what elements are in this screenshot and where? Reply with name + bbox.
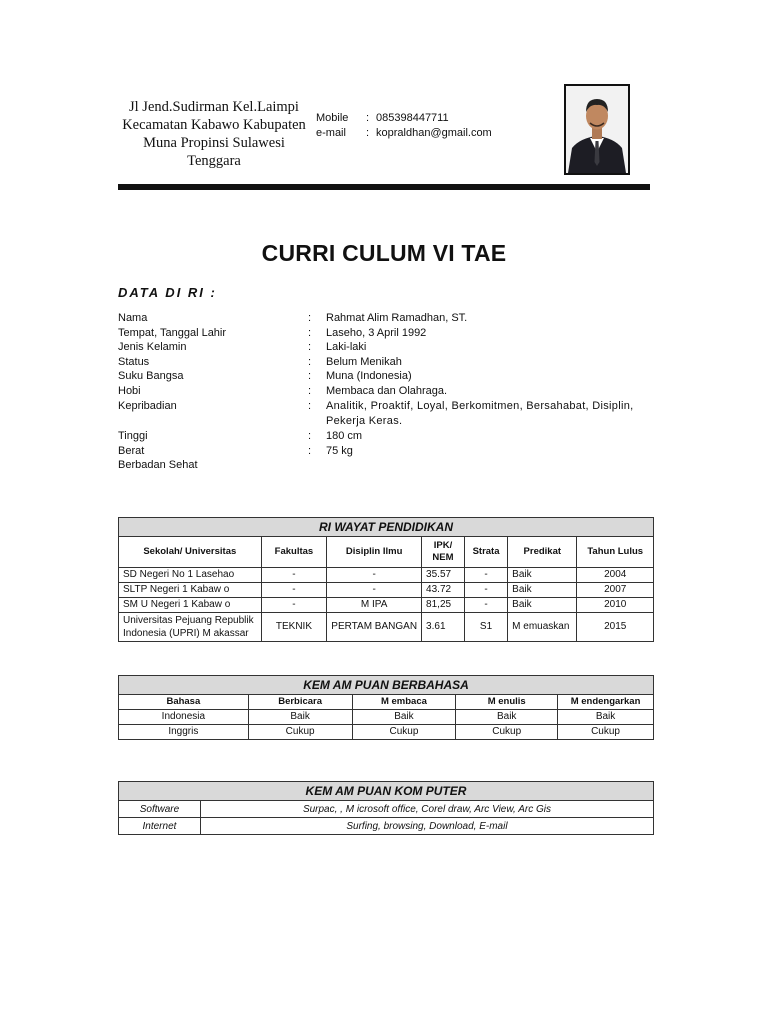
table-cell: Cukup [248,725,352,740]
personal-row [118,458,658,473]
contact-value: kopraldhan@gmail.com [376,127,492,139]
table-cell: Baik [508,598,577,613]
table-row [119,801,654,818]
column-header: Tahun Lulus [577,537,654,568]
personal-separator: : [308,355,312,368]
personal-value: Analitik, Proaktif, Loyal, Berkomitmen, Bersahabat, Disiplin, Pekerja Keras. [326,400,634,427]
personal-data-list [118,311,658,473]
personal-separator: : [308,370,312,382]
column-header: Bahasa [119,695,249,710]
table-cell: Cukup [558,725,654,740]
language-table [118,675,654,740]
table-cell: - [261,583,327,598]
table-cell: 2004 [577,568,654,583]
column-header: Sekolah/ Universitas [119,537,262,568]
address-line: Tenggara [187,153,241,169]
table-cell: 2010 [577,598,654,613]
column-header: IPK/ NEM [422,537,465,568]
personal-row [118,340,658,355]
contact-value: 085398447711 [376,112,449,124]
table-cell: 43.72 [422,583,465,598]
table-cell: - [464,568,507,583]
header-divider [118,184,650,190]
language-header-row [119,695,654,710]
education-table-title: RI WAYAT PENDIDIKAN [119,518,654,537]
personal-row [118,384,658,399]
personal-separator: : [308,341,312,353]
personal-label: Kepribadian [118,400,177,412]
portrait-illustration [566,86,628,173]
table-cell: SM U Negeri 1 Kabaw o [119,598,262,613]
page-title: CURRI CULUM VI TAE [261,240,507,266]
personal-row [118,326,658,341]
column-header: Predikat [508,537,577,568]
table-cell: Internet [119,818,201,835]
personal-label: Berat [118,444,145,457]
table-cell: Baik [352,710,456,725]
personal-separator: : [308,400,312,412]
personal-value: 75 kg [326,444,353,457]
personal-label: Suku Bangsa [118,370,184,382]
address-line: Muna Propinsi Sulawesi [143,135,285,151]
column-header: M endengarkan [558,695,654,710]
education-table-title-row [119,518,654,537]
column-header: Fakultas [261,537,327,568]
column-header: M embaca [352,695,456,710]
personal-label: Berbadan Sehat [118,459,198,471]
personal-label: Tempat, Tanggal Lahir [118,326,227,339]
table-cell: Baik [508,568,577,583]
table-cell: Cukup [352,725,456,740]
education-table [118,517,654,642]
table-row [119,583,654,598]
table-row [119,710,654,725]
table-cell: - [464,598,507,613]
table-cell: Software [119,801,201,818]
table-cell: Inggris [119,725,249,740]
personal-label: Jenis Kelamin [118,341,187,353]
personal-value: Laki-laki [326,341,367,353]
table-cell: Baik [508,583,577,598]
table-cell: Baik [558,710,654,725]
table-cell: Surpac, , M icrosoft office, Corel draw, Arc View, Arc Gis [200,801,653,818]
contact-separator: : [366,127,370,139]
personal-label: Status [118,355,150,368]
column-header: Berbicara [248,695,352,710]
table-cell: - [464,583,507,598]
table-cell: Baik [248,710,352,725]
personal-label: Hobi [118,384,141,397]
personal-separator: : [308,384,312,397]
table-row [119,598,654,613]
table-cell: Surfing, browsing, Download, E-mail [200,818,653,835]
personal-separator: : [308,326,312,339]
column-header: M enulis [456,695,558,710]
personal-separator: : [308,312,312,324]
table-cell: 2007 [577,583,654,598]
table-row [119,818,654,835]
address-block [118,98,310,170]
personal-label: Nama [118,312,148,324]
personal-row [118,355,658,370]
personal-row [118,369,658,384]
personal-value: 180 cm [326,430,363,442]
contact-mobile [316,111,492,126]
language-table-title: KEM AM PUAN BERBAHASA [119,676,654,695]
address-line: Kecamatan Kabawo Kabupaten [122,117,306,133]
table-cell: SD Negeri No 1 Lasehao [119,568,262,583]
table-cell: S1 [464,613,507,642]
table-row [119,725,654,740]
table-row [119,568,654,583]
table-cell: - [327,568,422,583]
personal-value [326,458,656,473]
table-cell: SLTP Negeri 1 Kabaw o [119,583,262,598]
table-cell: M emuaskan [508,613,577,642]
table-cell: M IPA [327,598,422,613]
computer-skills-table [118,781,654,835]
table-cell: 3.61 [422,613,465,642]
personal-row [118,311,658,326]
personal-row [118,444,658,459]
table-cell: - [261,598,327,613]
table-cell: - [261,568,327,583]
personal-separator: : [308,430,312,442]
personal-value: Muna (Indonesia) [326,370,412,382]
column-header: Strata [464,537,507,568]
contact-separator: : [366,112,370,124]
contact-label: Mobile [316,112,349,124]
address-line: Jl Jend.Sudirman Kel.Laimpi [129,99,299,115]
contact-block [316,111,492,141]
personal-value: Laseho, 3 April 1992 [326,326,427,339]
table-cell: PERTAM BANGAN [327,613,422,642]
education-header-row [119,537,654,568]
personal-data-heading: DATA DI RI : [118,285,217,300]
computer-table-title-row [119,782,654,801]
table-cell: TEKNIK [261,613,327,642]
table-cell: Cukup [456,725,558,740]
personal-row [118,399,658,428]
personal-value: Belum Menikah [326,355,402,368]
personal-separator [308,458,326,473]
table-row [119,613,654,642]
table-cell: 81,25 [422,598,465,613]
contact-email [316,126,492,141]
personal-label: Tinggi [118,430,148,442]
table-cell: Universitas Pejuang Republik Indonesia (UPRI) M akassar [119,613,262,642]
table-cell: Indonesia [119,710,249,725]
table-cell: 2015 [577,613,654,642]
profile-photo [564,84,630,175]
table-cell: - [327,583,422,598]
language-table-title-row [119,676,654,695]
table-cell: Baik [456,710,558,725]
personal-value: Membaca dan Olahraga. [326,384,448,397]
personal-row [118,429,658,444]
personal-separator: : [308,444,312,457]
column-header: Disiplin Ilmu [327,537,422,568]
computer-table-title: KEM AM PUAN KOM PUTER [119,782,654,801]
contact-label: e-mail [316,127,346,139]
personal-value: Rahmat Alim Ramadhan, ST. [326,312,468,324]
table-cell: 35.57 [422,568,465,583]
